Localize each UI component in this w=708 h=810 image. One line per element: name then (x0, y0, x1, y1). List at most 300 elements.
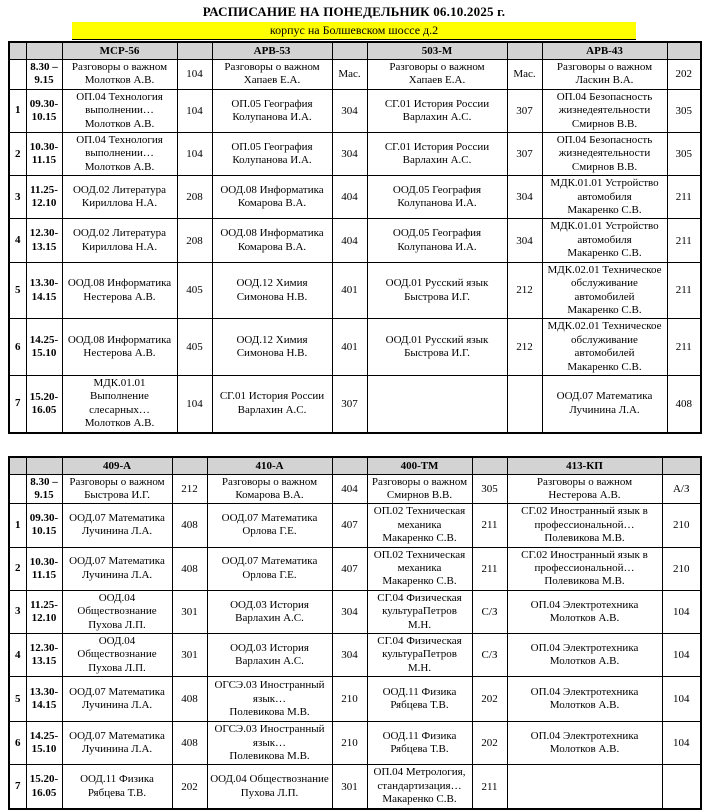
lesson-subject: СГ.01 История России (219, 390, 325, 403)
lesson-cell (212, 219, 332, 262)
lesson-cell (62, 319, 177, 376)
lesson-cell (507, 547, 662, 590)
lesson-number: 2 (9, 547, 26, 590)
schedule-row (9, 547, 701, 590)
lesson-room: 104 (662, 634, 701, 677)
lesson-cell (62, 590, 172, 633)
lesson-cell (212, 60, 332, 90)
lesson-teacher: Пухова Л.П. (88, 661, 146, 674)
lesson-cell (62, 262, 177, 319)
lesson-room: 304 (507, 219, 542, 262)
lesson-cell (62, 89, 177, 132)
lesson-teacher: Колупанова И.А. (397, 197, 477, 210)
lesson-room: 307 (507, 89, 542, 132)
lesson-room: 210 (662, 547, 701, 590)
schedule-row (9, 590, 701, 633)
lesson-teacher: Молотков А.В. (84, 117, 155, 130)
lesson-cell (62, 504, 172, 547)
lesson-teacher: Комарова В.А. (237, 197, 307, 210)
lesson-teacher: Полевикова М.В. (229, 750, 310, 763)
lesson-number: 3 (9, 590, 26, 633)
lesson-cell (367, 634, 472, 677)
lesson-room: 304 (507, 176, 542, 219)
lesson-room: 404 (332, 474, 367, 504)
lesson-cell (367, 722, 472, 765)
lesson-cell (367, 176, 507, 219)
lesson-teacher: Рябцева Т.В. (87, 786, 147, 799)
lesson-teacher: Молотков А.В. (84, 417, 155, 430)
lesson-subject: ООД.02 Литература (72, 183, 167, 196)
lesson-subject: ООД.04 Обществознание (77, 635, 157, 661)
lesson-room: 304 (332, 133, 367, 176)
schedule-row (9, 474, 701, 504)
lesson-room: 202 (667, 60, 701, 90)
lesson-time: 12.30-13.15 (26, 219, 62, 262)
schedule-table-corpus-1 (8, 41, 702, 434)
lesson-cell (62, 176, 177, 219)
time-header (26, 42, 62, 60)
schedule-row (9, 60, 701, 90)
lesson-number: 4 (9, 219, 26, 262)
lesson-teacher: Молотков А.В. (84, 160, 155, 173)
lesson-subject: ОП.02 Техническая механика (373, 548, 466, 574)
lesson-room: 208 (177, 176, 212, 219)
lesson-room: 104 (177, 133, 212, 176)
lesson-number: 4 (9, 634, 26, 677)
lesson-room: 208 (177, 219, 212, 262)
lesson-room: 307 (332, 375, 367, 432)
lesson-subject: ООД.07 Математика (221, 555, 318, 568)
lesson-room: 212 (172, 474, 207, 504)
lesson-room: 212 (507, 319, 542, 376)
lesson-cell (367, 319, 507, 376)
lesson-teacher: Нестерова А.В. (548, 488, 621, 501)
lesson-room: 401 (332, 262, 367, 319)
lesson-teacher: Орлова Г.Е. (242, 525, 297, 538)
schedule-row (9, 133, 701, 176)
lesson-number (9, 474, 26, 504)
lesson-teacher: Рябцева Т.В. (390, 699, 449, 712)
lesson-teacher: Макаренко С.В. (382, 793, 457, 806)
lesson-cell (207, 547, 332, 590)
lesson-subject: ООД.11 Физика (382, 685, 457, 698)
lesson-subject: МДК.01.01 Устройство автомобиля (550, 177, 659, 203)
lesson-teacher: Симонова Н.В. (236, 347, 308, 360)
lesson-subject: ОП.04 Электротехника (530, 598, 639, 611)
lesson-teacher: Хапаев Е.А. (408, 74, 466, 87)
lesson-number: 1 (9, 504, 26, 547)
lesson-cell (507, 765, 662, 809)
lesson-cell (62, 219, 177, 262)
lesson-subject: Разговоры о важном (69, 475, 165, 488)
lesson-subject: ООД.11 Физика (382, 729, 457, 742)
lesson-cell (62, 60, 177, 90)
room-header (662, 457, 701, 475)
lesson-subject: ООД.07 Математика (69, 512, 165, 525)
lesson-subject: ОГСЭ.03 Иностранный язык… (214, 679, 325, 705)
lesson-room: А/З (662, 474, 701, 504)
room-header (177, 42, 212, 60)
room-header (332, 42, 367, 60)
lesson-subject: МДК.02.01 Техническое обслуживание автомобилей (547, 263, 662, 303)
lesson-teacher: Быстрова И.Г. (84, 488, 150, 501)
lesson-room: 104 (177, 89, 212, 132)
lesson-cell (367, 504, 472, 547)
lesson-cell (62, 722, 172, 765)
lesson-room: 211 (472, 765, 507, 809)
lesson-cell (207, 474, 332, 504)
lesson-cell (507, 722, 662, 765)
lesson-teacher: Смирнов В.В. (571, 160, 638, 173)
lesson-teacher: Кириллова Н.А. (81, 197, 158, 210)
group-header: 409-А (62, 457, 172, 475)
lesson-time: 09.30-10.15 (26, 89, 62, 132)
lesson-cell (542, 89, 667, 132)
lesson-cell (507, 677, 662, 722)
lesson-subject: ОП.04 Безопасность жизнедеятельности (556, 90, 653, 117)
lesson-cell (542, 319, 667, 376)
lesson-subject: СГ.02 Иностранный язык в профессиональной… (521, 548, 648, 574)
lesson-cell (367, 133, 507, 176)
lesson-cell (367, 262, 507, 319)
lesson-cell (212, 262, 332, 319)
lesson-teacher: Хапаев Е.А. (243, 74, 301, 87)
lesson-room: 210 (332, 677, 367, 722)
lesson-number: 6 (9, 319, 26, 376)
lesson-room: 301 (172, 634, 207, 677)
lesson-teacher: Лучинина Л.А. (569, 403, 640, 416)
lesson-subject: ООД.07 Математика (221, 512, 318, 525)
lesson-cell (207, 765, 332, 809)
lesson-subject: ООД.04 Обществознание (77, 591, 157, 618)
lesson-room: 104 (177, 375, 212, 432)
lesson-subject: МДК.01.01 Выполнение слесарных… (89, 376, 150, 416)
lesson-subject: ООД.07 Математика (69, 729, 165, 742)
lesson-subject: ООД.04 Обществознание (210, 773, 329, 786)
schedule-row (9, 677, 701, 722)
lesson-subject: Разговоры о важном (221, 475, 318, 488)
lesson-teacher: Колупанова И.А. (397, 240, 477, 253)
lesson-room: 305 (667, 133, 701, 176)
lesson-number: 5 (9, 262, 26, 319)
lesson-subject: ОП.02 Техническая механика (373, 505, 466, 531)
lesson-room: С/З (472, 634, 507, 677)
lesson-teacher: Молотков А.В. (549, 743, 620, 756)
lesson-time: 10.30-11.15 (26, 133, 62, 176)
lesson-room: 104 (662, 722, 701, 765)
lesson-subject: ООД.11 Физика (80, 773, 154, 786)
lesson-time: 14.25-15.10 (26, 722, 62, 765)
schedule-row (9, 319, 701, 376)
lesson-cell (507, 634, 662, 677)
lesson-teacher: Варлахин А.С. (235, 611, 304, 624)
lesson-room: 408 (667, 375, 701, 432)
lesson-cell (367, 547, 472, 590)
lesson-cell (367, 677, 472, 722)
lesson-teacher: Комарова В.А. (237, 240, 307, 253)
group-header: 413-КП (507, 457, 662, 475)
lesson-number: 7 (9, 765, 26, 809)
lesson-subject: ООД.07 Математика (556, 390, 653, 403)
lesson-room: 301 (332, 765, 367, 809)
row-number-header (9, 457, 26, 475)
lesson-number: 6 (9, 722, 26, 765)
schedule-row (9, 634, 701, 677)
lesson-teacher: Макаренко С.В. (382, 575, 457, 588)
lesson-cell (212, 133, 332, 176)
lesson-subject: ООД.03 История (230, 641, 309, 654)
lesson-cell (212, 319, 332, 376)
lesson-subject: ООД.08 Информатика (220, 183, 324, 196)
lesson-room: 405 (177, 319, 212, 376)
lesson-room: 401 (332, 319, 367, 376)
lesson-subject: ООД.08 Информатика (67, 333, 172, 346)
lesson-time: 13.30-14.15 (26, 262, 62, 319)
lesson-teacher: Варлахин А.С. (402, 154, 472, 167)
lesson-room: 211 (667, 219, 701, 262)
lesson-time: 8.30 – 9.15 (26, 60, 62, 90)
lesson-teacher: Нестерова А.В. (83, 290, 156, 303)
lesson-cell (542, 133, 667, 176)
lesson-room: 408 (172, 547, 207, 590)
lesson-subject: Разговоры о важном (371, 475, 468, 488)
lesson-room: 404 (332, 176, 367, 219)
lesson-teacher: Варлахин А.С. (237, 403, 307, 416)
lesson-teacher: Лучинина Л.А. (81, 525, 153, 538)
row-number-header (9, 42, 26, 60)
time-header (26, 457, 62, 475)
lesson-room: 104 (662, 590, 701, 633)
lesson-teacher: Пухова Л.П. (240, 786, 299, 799)
lesson-subject: МДК.01.01 Устройство автомобиля (550, 220, 659, 246)
lesson-number: 5 (9, 677, 26, 722)
group-header: 503-М (367, 42, 507, 60)
lesson-teacher: Варлахин А.С. (402, 110, 472, 123)
lesson-subject: ОГСЭ.03 Иностранный язык… (214, 723, 325, 749)
lesson-number: 1 (9, 89, 26, 132)
lesson-cell (367, 60, 507, 90)
lesson-teacher: Молотков А.В. (549, 611, 620, 624)
lesson-room: 210 (662, 504, 701, 547)
lesson-teacher: Комарова В.А. (235, 488, 304, 501)
lesson-cell (62, 375, 177, 432)
lesson-teacher: Варлахин А.С. (235, 655, 304, 668)
schedule-row (9, 89, 701, 132)
lesson-room (507, 375, 542, 432)
lesson-subject: ОП.04 Технология выполнении… (76, 90, 163, 117)
group-header: АРВ-53 (212, 42, 332, 60)
lesson-cell (542, 176, 667, 219)
lesson-teacher: Кириллова Н.А. (81, 240, 158, 253)
lesson-cell (62, 133, 177, 176)
lesson-subject: СГ.01 История России (384, 140, 490, 153)
lesson-time: 09.30-10.15 (26, 504, 62, 547)
lesson-room: 202 (172, 765, 207, 809)
room-header (667, 42, 701, 60)
lesson-room: 104 (177, 60, 212, 90)
lesson-subject: ООД.03 История (230, 598, 309, 611)
lesson-teacher: Полевикова М.В. (544, 575, 625, 588)
lesson-room: 307 (507, 133, 542, 176)
lesson-room: 404 (332, 219, 367, 262)
lesson-cell (207, 634, 332, 677)
lesson-time: 15.20-16.05 (26, 765, 62, 809)
lesson-teacher: Макаренко С.В. (567, 247, 642, 260)
schedule-table-corpus-2 (8, 456, 702, 810)
lesson-cell (207, 590, 332, 633)
lesson-room: 202 (472, 677, 507, 722)
lesson-teacher: Молотков А.В. (549, 699, 620, 712)
lesson-room: 304 (332, 634, 367, 677)
lesson-cell (212, 375, 332, 432)
lesson-subject: СГ.01 История России (384, 97, 490, 110)
lesson-room: 407 (332, 504, 367, 547)
lesson-subject: ОП.04 Метрология, стандартизация… (373, 766, 466, 792)
lesson-teacher: Орлова Г.Е. (242, 568, 297, 581)
lesson-cell (62, 765, 172, 809)
schedule-row (9, 262, 701, 319)
lesson-room: 211 (667, 262, 701, 319)
lesson-teacher: Смирнов В.В. (386, 488, 453, 501)
group-header-row (9, 42, 701, 60)
lesson-subject: ООД.07 Математика (69, 555, 165, 568)
lesson-cell (507, 504, 662, 547)
lesson-room: С/З (472, 590, 507, 633)
lesson-room: 405 (177, 262, 212, 319)
lesson-subject: ООД.12 Химия (236, 277, 308, 290)
lesson-cell (367, 89, 507, 132)
lesson-room: 407 (332, 547, 367, 590)
lesson-cell (367, 375, 507, 432)
lesson-subject: ООД.05 География (392, 183, 482, 196)
lesson-teacher: Лучинина Л.А. (81, 568, 153, 581)
lesson-room: 211 (667, 319, 701, 376)
lesson-subject: Разговоры о важном (71, 61, 168, 73)
lesson-subject: Разговоры о важном (556, 61, 653, 73)
lesson-cell (542, 219, 667, 262)
lesson-room: 408 (172, 677, 207, 722)
lesson-teacher: Полевикова М.В. (544, 532, 625, 545)
lesson-room: 211 (472, 504, 507, 547)
lesson-teacher: Пухова Л.П. (88, 618, 146, 631)
lesson-room: 202 (472, 722, 507, 765)
lesson-subject: ОП.04 Электротехника (530, 729, 639, 742)
lesson-room: 301 (172, 590, 207, 633)
lesson-teacher: Быстрова И.Г. (404, 347, 470, 360)
lesson-room: 212 (507, 262, 542, 319)
lesson-subject: ООД.08 Информатика (220, 227, 324, 240)
lesson-room: 305 (667, 89, 701, 132)
lesson-subject: Разговоры о важном (536, 475, 633, 488)
lesson-room: Мас. (332, 60, 367, 90)
lesson-cell (542, 262, 667, 319)
lesson-room: 210 (332, 722, 367, 765)
lesson-time: 10.30-11.15 (26, 547, 62, 590)
lesson-teacher: Макаренко С.В. (567, 204, 642, 217)
lesson-subject: ОП.04 Электротехника (530, 641, 639, 654)
lesson-subject: СГ.02 Иностранный язык в профессиональной… (521, 505, 648, 531)
lesson-number: 7 (9, 375, 26, 432)
lesson-room: 408 (172, 722, 207, 765)
lesson-subject: ОП.04 Технология выполнении… (76, 134, 163, 160)
lesson-room: 304 (332, 590, 367, 633)
schedule-row (9, 722, 701, 765)
lesson-cell (207, 677, 332, 722)
lesson-teacher: Колупанова И.А. (232, 110, 312, 123)
lesson-teacher: Смирнов В.В. (571, 117, 638, 130)
lesson-subject: СГ.04 Физическая культураПетров М.Н. (377, 591, 462, 631)
lesson-cell (207, 722, 332, 765)
lesson-teacher: Макаренко С.В. (382, 532, 457, 545)
lesson-teacher: Лучинина Л.А. (81, 699, 153, 712)
lesson-subject: ООД.05 География (392, 227, 482, 240)
lesson-cell (62, 474, 172, 504)
schedule-row (9, 375, 701, 432)
lesson-time: 15.20-16.05 (26, 375, 62, 432)
lesson-teacher: Рябцева Т.В. (390, 743, 449, 756)
room-header (332, 457, 367, 475)
lesson-room: 304 (332, 89, 367, 132)
lesson-room: 104 (662, 677, 701, 722)
lesson-subject: ООД.12 Химия (236, 333, 308, 346)
lesson-time: 14.25-15.10 (26, 319, 62, 376)
lesson-subject: ООД.02 Литература (72, 227, 167, 240)
lesson-time: 8.30 – 9.15 (26, 474, 62, 504)
lesson-cell (212, 89, 332, 132)
lesson-subject: ОП.04 Электротехника (530, 685, 639, 698)
group-header: АРВ-43 (542, 42, 667, 60)
schedule-row (9, 219, 701, 262)
lesson-subject: ООД.07 Математика (69, 685, 165, 698)
schedule-row (9, 765, 701, 809)
lesson-cell (62, 677, 172, 722)
lesson-room: 408 (172, 504, 207, 547)
lesson-teacher: Макаренко С.В. (567, 360, 642, 373)
group-header: 400-ТМ (367, 457, 472, 475)
lesson-cell (367, 590, 472, 633)
room-header (507, 42, 542, 60)
lesson-time: 13.30-14.15 (26, 677, 62, 722)
lesson-cell (507, 590, 662, 633)
room-header (172, 457, 207, 475)
campus-subtitle: корпус на Болшевском шоссе д.2 (72, 22, 636, 40)
lesson-subject: ОП.05 География (231, 97, 313, 110)
lesson-cell (212, 176, 332, 219)
lesson-time: 11.25-12.10 (26, 590, 62, 633)
lesson-teacher: Симонова Н.В. (236, 290, 308, 303)
lesson-teacher: Быстрова И.Г. (404, 290, 470, 303)
lesson-room: Мас. (507, 60, 542, 90)
group-header: МСР-56 (62, 42, 177, 60)
lesson-number: 3 (9, 176, 26, 219)
lesson-room (662, 765, 701, 809)
lesson-subject: МДК.02.01 Техническое обслуживание автомобилей (547, 320, 662, 360)
lesson-number (9, 60, 26, 90)
lesson-teacher: Колупанова И.А. (232, 154, 312, 167)
lesson-teacher: Нестерова А.В. (83, 347, 156, 360)
lesson-cell (367, 765, 472, 809)
lesson-teacher: Молотков А.В. (549, 655, 620, 668)
group-header-row (9, 457, 701, 475)
lesson-subject: ООД.01 Русский язык (385, 333, 489, 346)
lesson-teacher: Макаренко С.В. (567, 303, 642, 316)
lesson-subject: СГ.04 Физическая культураПетров М.Н. (377, 635, 462, 674)
schedule-row (9, 504, 701, 547)
lesson-teacher: Молотков А.В. (84, 74, 155, 87)
page-title: РАСПИСАНИЕ НА ПОНЕДЕЛЬНИК 06.10.2025 г. (202, 4, 506, 19)
lesson-room: 211 (667, 176, 701, 219)
lesson-subject: ООД.01 Русский язык (385, 277, 489, 290)
